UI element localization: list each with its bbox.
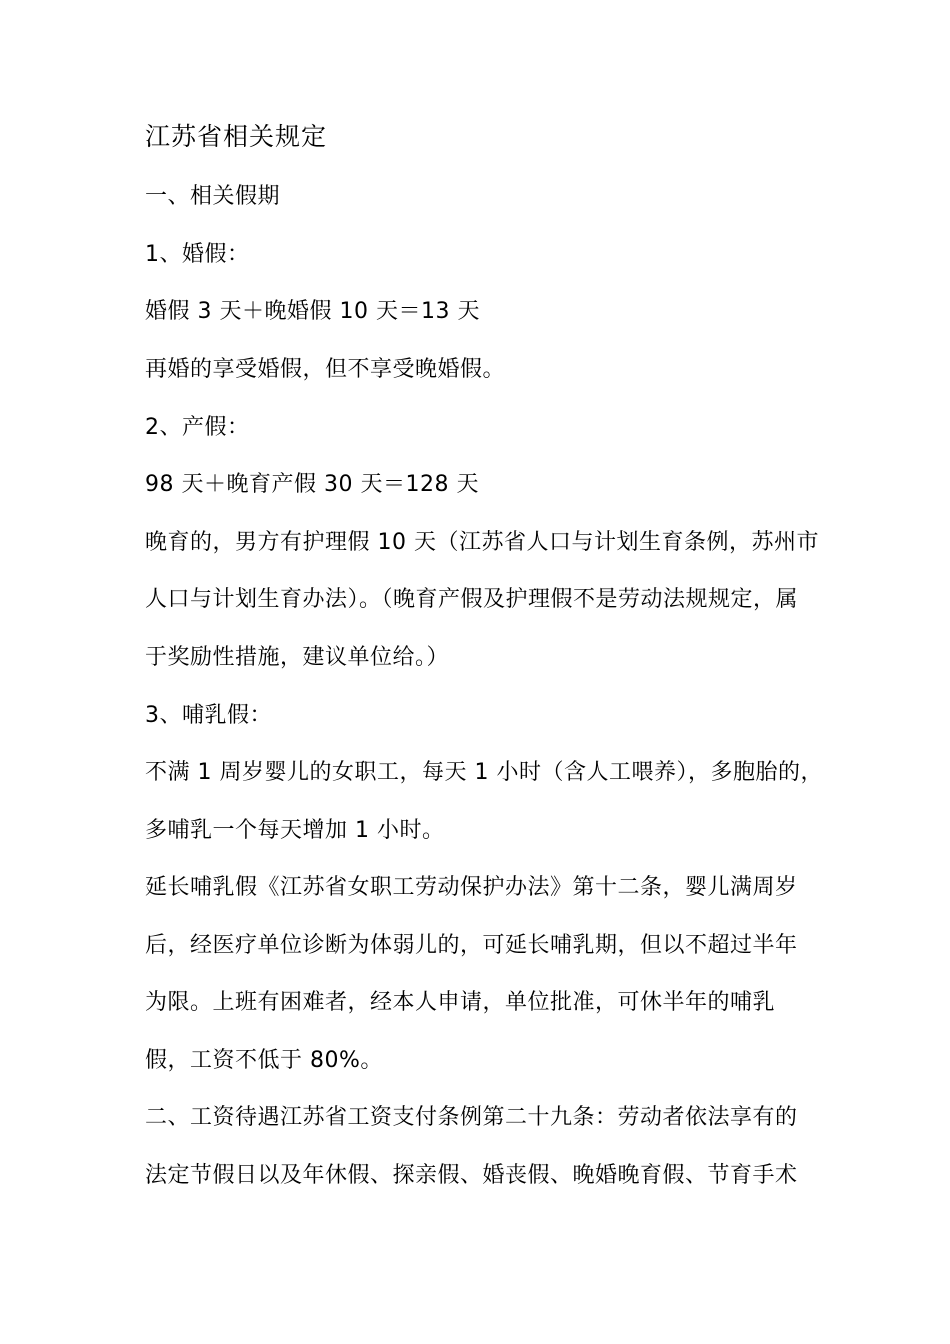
paragraph-line: 多哺乳一个每天增加 1 小时。 <box>145 818 445 843</box>
paragraph-line: 婚假 3 天＋晚婚假 10 天＝13 天 <box>145 299 480 324</box>
paragraph-line: 法定节假日以及年休假、探亲假、婚丧假、晚婚晚育假、节育手术 <box>145 1163 798 1188</box>
document-title: 江苏省相关规定 <box>145 122 328 151</box>
paragraph-line: 后，经医疗单位诊断为体弱儿的，可延长哺乳期，但以不超过半年 <box>145 933 798 958</box>
paragraph-line: 为限。上班有困难者，经本人申请，单位批准，可休半年的哺乳 <box>145 990 776 1015</box>
paragraph-line: 再婚的享受婚假，但不享受晚婚假。 <box>145 357 506 382</box>
section-heading-holidays: 一、相关假期 <box>145 184 281 209</box>
paragraph-line: 人口与计划生育办法）。（晚育产假及护理假不是劳动法规规定，属 <box>145 587 799 612</box>
paragraph-line: 98 天＋晚育产假 30 天＝128 天 <box>145 472 479 497</box>
section-heading-wages: 二、工资待遇江苏省工资支付条例第二十九条：劳动者依法享有的 <box>145 1105 798 1130</box>
subheading-marriage-leave: 1、婚假： <box>145 242 250 267</box>
subheading-nursing-leave: 3、哺乳假： <box>145 703 272 728</box>
paragraph-line: 延长哺乳假《江苏省女职工劳动保护办法》第十二条，婴儿满周岁 <box>145 875 798 900</box>
paragraph-line: 不满 1 周岁婴儿的女职工，每天 1 小时（含人工喂养），多胞胎的， <box>145 760 823 785</box>
subheading-maternity-leave: 2、产假： <box>145 415 250 440</box>
paragraph-line: 于奖励性措施，建议单位给。） <box>145 645 450 670</box>
paragraph-line: 晚育的，男方有护理假 10 天（江苏省人口与计划生育条例，苏州市 <box>145 530 819 555</box>
paragraph-line: 假，工资不低于 80%。 <box>145 1048 383 1073</box>
